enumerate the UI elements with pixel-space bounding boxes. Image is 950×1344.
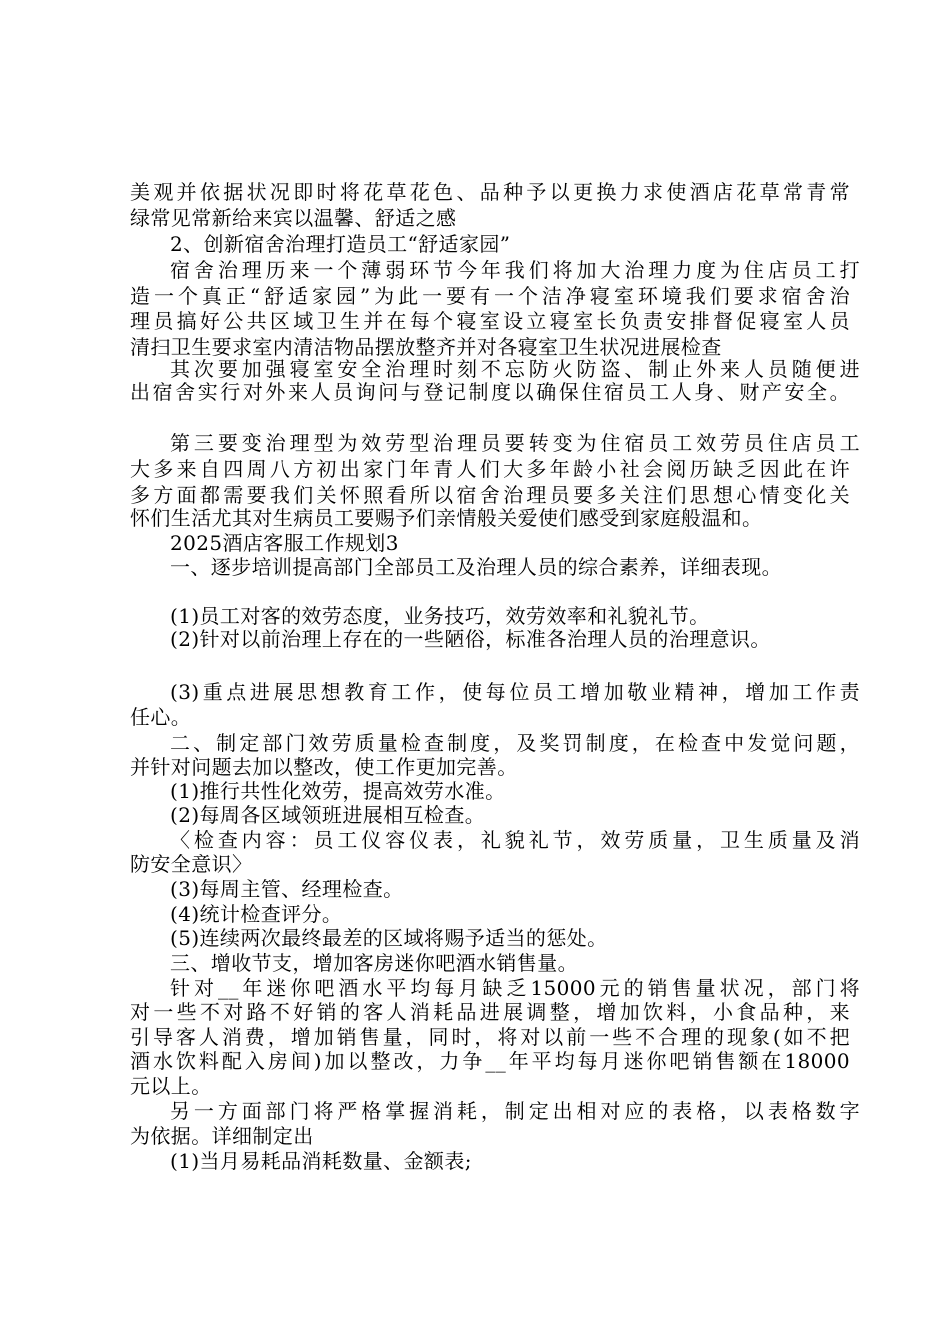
text-line: 对一些不对路不好销的客人消耗品进展调整，增加饮料，小食品种，来 [130,1000,850,1024]
text-line: 任心。 [130,705,192,729]
text-line: 绿常见常新给来宾以温馨、舒适之感 [130,206,457,230]
section-heading: 2025酒店客服工作规划3 [170,531,399,555]
text-line: 出宿舍实行对外来人员询问与登记制度以确保住宿员工人身、财产安全。 [130,380,850,404]
list-item: (1)推行共性化效劳，提高效劳水准。 [170,779,506,803]
text-line: 怀们生活尤其对生病员工要赐予们亲情般关爱使们感受到家庭般温和。 [130,506,763,530]
text-line: 一、逐步培训提高部门全部员工及治理人员的综合素养，详细表现。 [170,555,782,579]
text-line: 并针对问题去加以整改，使工作更加完善。 [130,755,518,779]
text-line: 清扫卫生要求室内清洁物品摆放整齐并对各寝室卫生状况进展检查 [130,335,722,359]
text-line: 元以上。 [130,1074,212,1098]
text-line: 多方面都需要我们关怀照看所以宿舍治理员要多关注们思想心情变化关 [130,483,850,507]
text-line: 其次要加强寝室安全治理时刻不忘防火防盗、制止外来人员随便进 [170,357,860,381]
text-line: 为依据。详细制定出 [130,1124,314,1148]
list-item: (1)当月易耗品消耗数量、金额表; [170,1149,472,1173]
list-item: (3)重点进展思想教育工作，使每位员工增加敬业精神，增加工作责 [170,680,860,704]
text-line: 理员搞好公共区域卫生并在每个寝室设立寝室长负责安排督促寝室人员 [130,309,850,333]
text-line: 〈检查内容：员工仪容仪表，礼貌礼节，效劳质量，卫生质量及消 [170,828,860,852]
list-item: (1)员工对客的效劳态度，业务技巧，效劳效率和礼貌礼节。 [170,604,710,628]
list-item: (3)每周主管、经理检查。 [170,877,404,901]
list-item: (2)每周各区域领班进展相互检查。 [170,803,486,827]
text-line: 二、制定部门效劳质量检查制度，及奖罚制度，在检查中发觉问题， [170,731,860,755]
text-line: 宿舍治理历来一个薄弱环节今年我们将加大治理力度为住店员工打 [170,258,860,282]
text-line: 第三要变治理型为效劳型治理员要转变为住宿员工效劳员住店员工 [170,431,860,455]
text-line: 防安全意识〉 [130,852,253,876]
text-line: 造一个真正“舒适家园”为此一要有一个洁净寝室环境我们要求宿舍治 [130,284,850,308]
text-line: 引导客人消费，增加销售量，同时，将对以前一些不合理的现象(如不把 [130,1025,850,1049]
list-item: (2)针对以前治理上存在的一些陋俗，标准各治理人员的治理意识。 [170,627,771,651]
text-line: 大多来自四周八方初出家门年青人们大多年龄小社会阅历缺乏因此在许 [130,457,850,481]
text-line: 针对__年迷你吧酒水平均每月缺乏15000元的销售量状况，部门将 [170,976,860,1000]
text-line: 美观并依据状况即时将花草花色、品种予以更换力求使酒店花草常青常 [130,180,850,204]
text-line: 酒水饮料配入房间)加以整改，力争__年平均每月迷你吧销售额在18000 [130,1049,850,1073]
section-heading: 三、增收节支，增加客房迷你吧酒水销售量。 [170,951,578,975]
list-item: (4)统计检查评分。 [170,902,343,926]
section-heading: 2、创新宿舍治理打造员工“舒适家园” [170,232,511,256]
list-item: (5)连续两次最终最差的区域将赐予适当的惩处。 [170,926,608,950]
text-line: 另一方面部门将严格掌握消耗，制定出相对应的表格，以表格数字 [170,1099,860,1123]
